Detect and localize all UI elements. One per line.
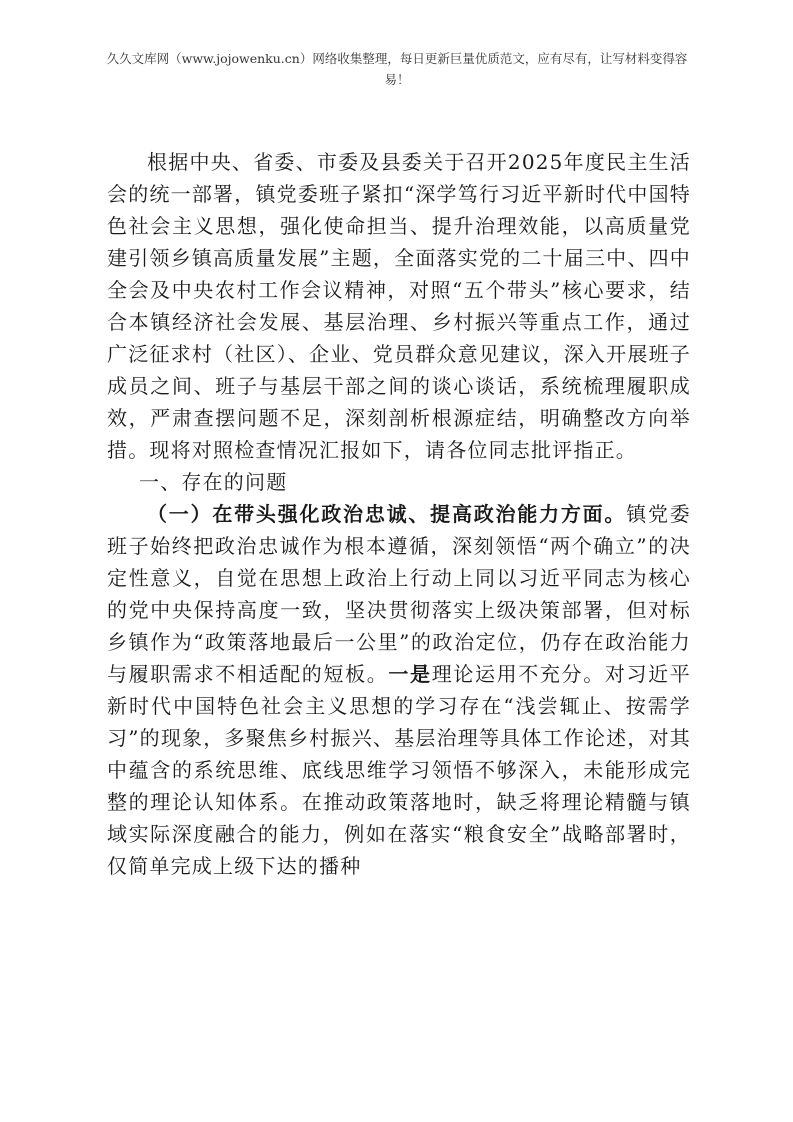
intro-paragraph: 根据中央、省委、市委及县委关于召开2025年度民主生活会的统一部署，镇党委班子紧扣“深学笃行习近平新时代中国特色社会主义思想，强化使命担当、提升治理效能，以高质量党建引领乡镇高质量发展”主题，全面落实党的二十届三中、四中全会及中央农村工作会议精神，对照“五个带头”核心要求，结合本镇经济社会发展、基层治理、乡村振兴等重点工作，通过广泛征求村（社区）、企业、党员群众意见建议，深入开展班子成员之间、班子与基层干部之间的谈心谈话，系统梳理履职成效，严肃查摆问题不足，深刻剖析根源症结，明确整改方向举措。现将对照检查情况汇报如下，请各位同志批评指正。 bbox=[107, 150, 691, 462]
subsection-text-2: 对习近平新时代中国特色社会主义思想的学习存在“浅尝辄止、按需学习”的现象，多聚焦乡村振兴、基层治理等具体工作论述，对其中蕴含的系统思维、底线思维学习领悟不够深入，未能形成完整的理论认知体系。在推动政策落地时，缺乏将理论精髓与镇域实际深度融合的能力，例如在落实“粮食安全”战略部署时，仅简单完成上级下达的播种 bbox=[107, 662, 691, 878]
page-header bbox=[95, 48, 699, 90]
point-title: 理论运用不充分。 bbox=[431, 662, 605, 686]
subsection-paragraph bbox=[107, 498, 691, 882]
section-title: 一、存在的问题 bbox=[139, 470, 288, 494]
point-label: 一是 bbox=[388, 662, 432, 686]
subsection-text-1: 镇党委班子始终把政治忠诚作为根本遵循，深刻领悟“两个确立”的决定性意义，自觉在思想上政治上行动上同以习近平同志为核心的党中央保持高度一致，坚决贯彻落实上级决策部署，但对标乡镇作为“政策落地最后一公里”的政治定位，仍存在政治能力与履职需求不相适配的短板。 bbox=[107, 502, 691, 686]
subsection-title: （一）在带头强化政治忠诚、提高政治能力方面。 bbox=[147, 502, 627, 526]
section-heading bbox=[107, 466, 691, 498]
header-text: 久久文库网（www.jojowenku.cn）网络收集整理，每日更新巨量优质范文，应有尽有，让写材料变得容易！ bbox=[106, 51, 688, 87]
document-body bbox=[107, 146, 691, 882]
